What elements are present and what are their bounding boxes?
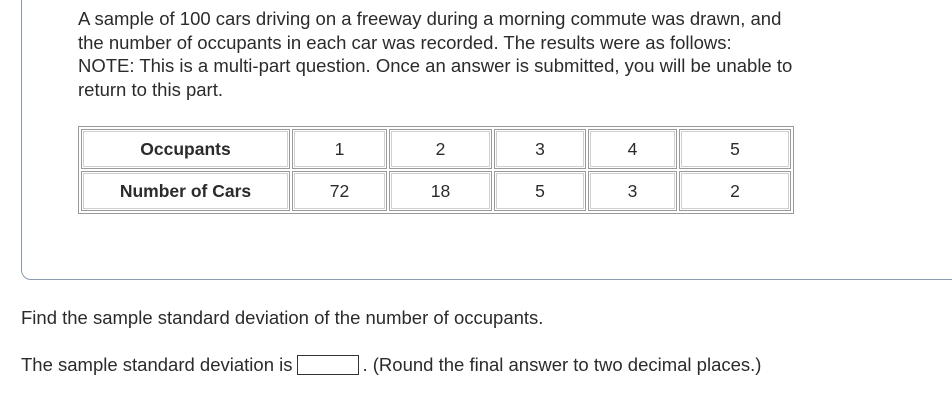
answer-line [21,354,761,376]
problem-line: the number of occupants in each car was recorded. The results were as follows: [78,31,732,53]
problem-note-line: return to this part. [78,78,223,100]
table-cell: 3 [588,171,677,211]
problem-statement [78,7,908,101]
problem-line: A sample of 100 cars driving on a freeway during a morning commute was drawn, and [78,8,782,29]
table-cell: 2 [389,129,492,169]
answer-prefix: The sample standard deviation is [21,354,293,375]
table-row-occupants [81,129,791,169]
question-instruction: Find the sample standard deviation of the number of occupants. [21,307,544,328]
table-cell: 1 [292,129,387,169]
table-cell: 72 [292,171,387,211]
occupants-table [78,126,794,214]
table-cell: 5 [679,129,791,169]
answer-suffix: . (Round the final answer to two decimal places.) [362,354,762,375]
row-header-occupants: Occupants [81,129,290,169]
table-cell: 2 [679,171,791,211]
table-cell: 5 [494,171,586,211]
table-cell: 4 [588,129,677,169]
problem-note-line: NOTE: This is a multi-part question. Once an answer is submitted, you will be unable to [78,55,793,76]
table-row-number-of-cars [81,171,791,211]
row-header-number-of-cars: Number of Cars [81,171,290,211]
table-cell: 3 [494,129,586,169]
standard-deviation-input[interactable] [297,355,359,375]
table-cell: 18 [389,171,492,211]
